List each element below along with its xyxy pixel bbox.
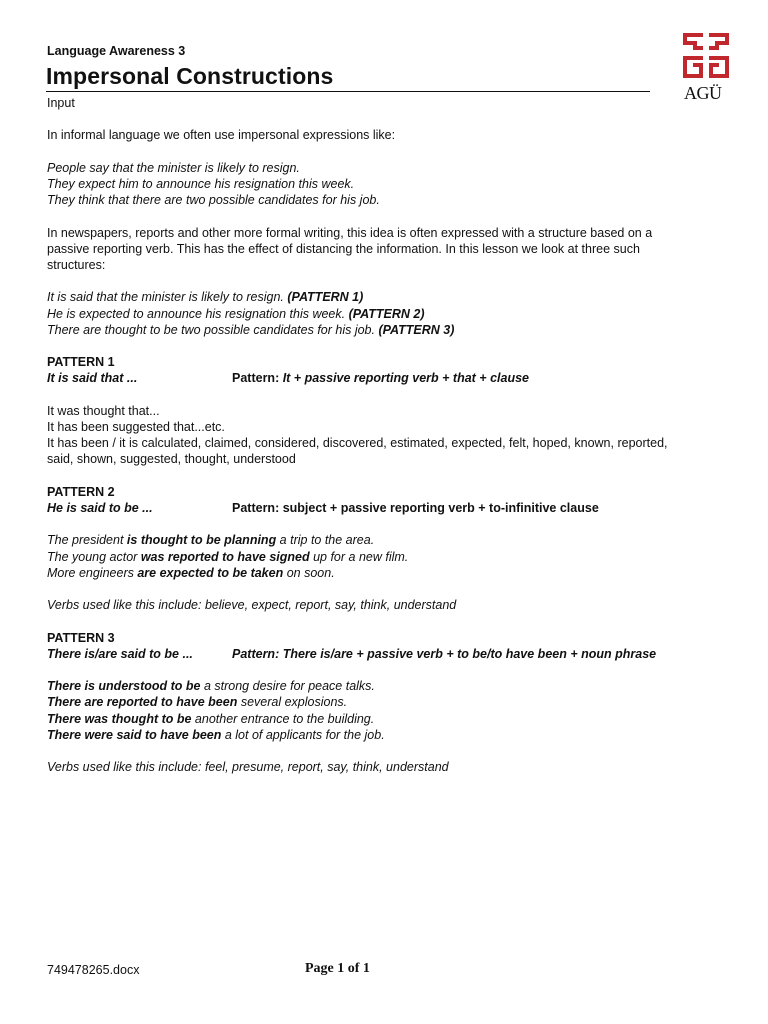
pattern1-form: It is said that ... [47, 371, 138, 386]
pattern3-form-row [47, 646, 717, 662]
pattern3-example: There is understood to be a strong desire for peace talks. [47, 679, 375, 694]
pattern1-line: said, shown, suggested, thought, understood [47, 452, 296, 467]
pattern3-formula: Pattern: There is/are + passive verb + to be/to have been + noun phrase [232, 646, 657, 661]
informal-example: People say that the minister is likely to resign. [47, 160, 300, 175]
document-body [47, 95, 717, 775]
pattern3-example: There are reported to have been several explosions. [47, 695, 348, 710]
pattern3-verbs: Verbs used like this include: feel, presume, report, say, think, understand [47, 760, 449, 775]
agu-logo-icon [682, 32, 730, 82]
course-name: Language Awareness 3 [47, 44, 186, 58]
pattern2-formula: Pattern: subject + passive reporting verb + to-infinitive clause [232, 500, 599, 515]
pattern1-formula [232, 370, 529, 386]
pattern2-example: More engineers are expected to be taken on soon. [47, 565, 335, 580]
logo-text: AGÜ [684, 83, 722, 103]
pattern2-form: He is said to be ... [47, 500, 153, 515]
pattern-example [47, 322, 717, 338]
pattern3-example: There was thought to be another entrance to the building. [47, 711, 375, 726]
page-title: Impersonal Constructions [46, 62, 650, 92]
formal-paragraph-line: passive reporting verb. This has the effect of distancing the information. In this lesson we look at three such [47, 241, 640, 256]
pattern3-heading: PATTERN 3 [47, 630, 115, 645]
pattern-example [47, 289, 717, 305]
pattern-example-text: It is said that the minister is likely to resign. [47, 290, 288, 305]
footer-page-number: Page 1 of 1 [305, 961, 370, 976]
pattern2-example: The president is thought to be planning a trip to the area. [47, 533, 375, 548]
pattern1-form-row [47, 370, 717, 386]
formal-paragraph-line: structures: [47, 257, 106, 272]
footer-filename: 749478265.docx [47, 963, 140, 977]
pattern2-verbs: Verbs used like this include: believe, expect, report, say, think, understand [47, 598, 457, 613]
informal-example: They think that there are two possible candidates for his job. [47, 193, 380, 208]
pattern1-line: It has been suggested that...etc. [47, 419, 225, 434]
pattern3-form: There is/are said to be ... [47, 646, 193, 661]
pattern-tag: (PATTERN 2) [348, 306, 425, 321]
pattern2-example: The young actor was reported to have signed up for a new film. [47, 549, 409, 564]
pattern-tag: (PATTERN 1) [287, 290, 364, 305]
pattern1-line: It was thought that... [47, 403, 160, 418]
formal-paragraph-line: In newspapers, reports and other more formal writing, this idea is often expressed with a structure based on a [47, 225, 653, 240]
pattern-example-text: There are thought to be two possible candidates for his job. [47, 322, 379, 337]
pattern-formula: It + passive reporting verb + that + clause [282, 371, 529, 386]
pattern-example-text: He is expected to announce his resignation this week. [47, 306, 349, 321]
pattern1-line: It has been / it is calculated, claimed, considered, discovered, estimated, expected, felt, hoped, known, reported, [47, 436, 668, 451]
pattern2-heading: PATTERN 2 [47, 484, 115, 499]
section-label: Input [47, 96, 75, 110]
pattern1-heading: PATTERN 1 [47, 355, 115, 370]
pattern-label: Pattern: [232, 371, 283, 386]
intro-lead: In informal language we often use impersonal expressions like: [47, 128, 396, 143]
pattern3-example: There were said to have been a lot of applicants for the job. [47, 727, 385, 742]
pattern-example [47, 306, 717, 322]
informal-example: They expect him to announce his resignation this week. [47, 176, 355, 191]
pattern-tag: (PATTERN 3) [378, 322, 455, 337]
pattern2-form-row [47, 500, 717, 516]
